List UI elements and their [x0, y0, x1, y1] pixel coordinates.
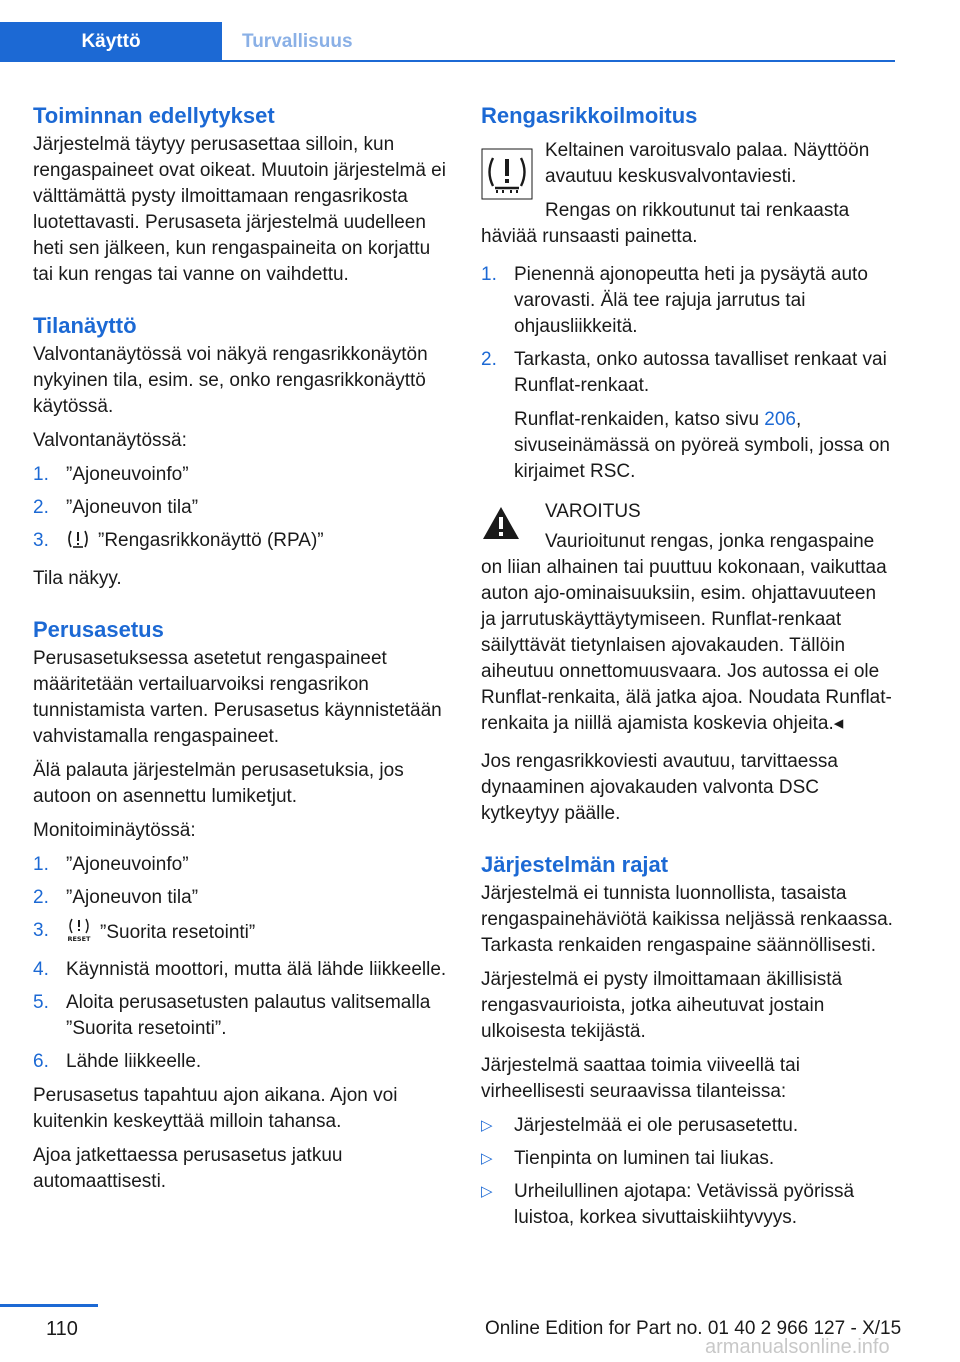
list-number: 5.: [33, 992, 49, 1013]
numbered-list: [481, 262, 895, 485]
paragraph: on liian alhainen tai puuttuu kokonaan, vaikuttaa auton ajo-ominaisuuksiin, esim. ohjattavuuteen ja jarrutuskäyttäytymiseen. Runflat-renkaat säilyttävät tietynlaisen ajovakauden. Tällöin aiheutuu onnettomuusvaara. Jos autossa ei ole Runflat-renkaita, älä jatka ajoa. Noudata Runflat-renkaita ja niillä ajamista koskevia ohjeita.◂: [481, 557, 892, 734]
list-item-text: Pienennä ajonopeutta heti ja pysäytä auto varovasti. Älä tee rajuja jarrutus tai ohjausliikkeitä.: [514, 264, 868, 337]
svg-text:RESET: RESET: [67, 935, 91, 942]
paragraph: Vaurioitunut rengas, jonka rengaspaine: [545, 531, 875, 552]
paragraph: Perusasetuksessa asetetut rengaspaineet määritetään vertailuarvoiksi rengasrikon tunnistamista varten. Perusasetus käynnistetään vahvistamalla rengaspaineet.: [33, 648, 442, 747]
list-item-note: [514, 407, 895, 485]
list-item-text: Lähde liikkeelle.: [66, 1051, 202, 1072]
footer-rule: [0, 1304, 98, 1307]
tire-reset-icon: [66, 918, 92, 950]
paragraph: Älä palauta järjestelmän perusasetuksia, jos autoon on asennettu lumiketjut.: [33, 760, 404, 807]
list-item: [481, 1179, 895, 1231]
bullet-triangle-icon: ▷: [481, 1117, 493, 1134]
paragraph: Järjestelmä ei tunnista luonnollista, tasaista rengaspainehäviötä kaikissa neljässä renkaassa. Tarkasta renkaiden rengaspaine säännöllisesti.: [481, 883, 893, 956]
warning-block: [481, 499, 895, 737]
list-item-text: ”Rengasrikkonäyttö (RPA)”: [98, 530, 324, 551]
edition-text: Online Edition for Part no. 01 40 2 966 127 - X/15: [485, 1318, 902, 1339]
list-item: [33, 885, 449, 911]
bullet-triangle-icon: ▷: [481, 1183, 493, 1200]
paragraph: häviää runsaasti painetta.: [481, 226, 698, 247]
list-item: [481, 262, 895, 340]
list-item: [33, 528, 449, 558]
header-rule: [222, 60, 895, 62]
numbered-list: [33, 462, 449, 558]
left-column: [33, 100, 449, 1203]
section-title-perusasetus: Perusasetus: [33, 617, 164, 642]
tab-kaytto[interactable]: Käyttö: [0, 22, 222, 62]
section-title-jarjestelman-rajat: Järjestelmän rajat: [481, 852, 669, 877]
warning-triangle-icon: [481, 505, 533, 557]
list-item: [33, 852, 449, 878]
list-number: 2.: [33, 887, 49, 908]
list-number: 1.: [33, 464, 49, 485]
paragraph: Ajoa jatkettaessa perusasetus jatkuu automaattisesti.: [33, 1145, 343, 1192]
list-item: [33, 495, 449, 521]
list-number: 6.: [33, 1051, 49, 1072]
paragraph: Valvontanäytössä voi näkyä rengasrikkonäytön nykyinen tila, esim. se, onko rengasrikkonäyttö käytössä.: [33, 344, 428, 417]
list-number: 3.: [33, 530, 49, 551]
note-text: , sivuseinämässä on pyöreä symboli, jossa on kirjaimet RSC.: [514, 409, 890, 482]
list-item-text: Järjestelmää ei ole perusasetettu.: [514, 1115, 799, 1136]
paragraph: Tila näkyy.: [33, 568, 122, 589]
right-column: [481, 100, 895, 1239]
paragraph: Keltainen varoitusvalo palaa. Näyttöön avautuu keskusvalvontaviesti.: [545, 140, 870, 187]
list-item: [33, 918, 449, 950]
list-number: 2.: [481, 349, 497, 370]
tire-pressure-icon: [66, 528, 90, 558]
bullet-list: [481, 1113, 895, 1231]
watermark: armanualsonline.info: [705, 1336, 890, 1358]
list-item-text: Tarkasta, onko autossa tavalliset renkaat vai Runflat-renkaat.: [514, 349, 887, 396]
list-item-text: ”Ajoneuvon tila”: [66, 497, 199, 518]
paragraph: Monitoiminäytössä:: [33, 820, 196, 841]
list-number: 1.: [33, 854, 49, 875]
list-item-text: ”Suorita resetointi”: [100, 922, 256, 943]
list-item: [481, 1113, 895, 1139]
paragraph: Valvontanäytössä:: [33, 430, 187, 451]
list-item: [481, 347, 895, 485]
tire-pressure-warning-icon: [481, 148, 533, 200]
note-text: Runflat-renkaiden, katso sivu: [514, 409, 765, 430]
indicator-block: [481, 138, 895, 250]
list-item-text: Aloita perusasetusten palautus valitsemalla ”Suorita resetointi”.: [66, 992, 431, 1039]
list-item-text: Käynnistä moottori, mutta älä lähde liikkeelle.: [66, 959, 447, 980]
warning-heading: VAROITUS: [545, 501, 641, 522]
paragraph: Järjestelmä ei pysty ilmoittamaan äkillisistä rengasvaurioista, jotka aiheutuvat jostain ulkoisesta tekijästä.: [481, 969, 843, 1042]
list-item: [33, 1049, 449, 1075]
list-item-text: Urheilullinen ajotapa: Vetävissä pyörissä luistoa, korkea sivuttaiskiihtyvyys.: [514, 1181, 855, 1228]
list-item-text: ”Ajoneuvoinfo”: [66, 464, 189, 485]
section-title-tilanaytto: Tilanäyttö: [33, 313, 137, 338]
section-title-toiminnan-edellytykset: Toiminnan edellytykset: [33, 103, 275, 128]
list-item: [33, 462, 449, 488]
paragraph: Perusasetus tapahtuu ajon aikana. Ajon voi kuitenkin keskeyttää milloin tahansa.: [33, 1085, 398, 1132]
bullet-triangle-icon: ▷: [481, 1150, 493, 1167]
list-number: 2.: [33, 497, 49, 518]
list-number: 1.: [481, 264, 497, 285]
list-number: 3.: [33, 920, 49, 941]
tab-turvallisuus[interactable]: Turvallisuus: [242, 31, 353, 52]
list-item: [33, 957, 449, 983]
numbered-list: [33, 852, 449, 1075]
list-item: [33, 990, 449, 1042]
paragraph: Järjestelmä saattaa toimia viiveellä tai virheellisesti seuraavissa tilanteissa:: [481, 1055, 800, 1102]
list-number: 4.: [33, 959, 49, 980]
list-item-text: ”Ajoneuvoinfo”: [66, 854, 189, 875]
list-item-text: ”Ajoneuvon tila”: [66, 887, 199, 908]
paragraph: Järjestelmä täytyy perusasettaa silloin, kun rengaspaineet ovat oikeat. Muutoin järjestelmä ei välttämättä pysty ilmoittamaan rengasrikosta luotettavasti. Perusaseta järjestelmä uudelleen heti sen jälkeen, kun rengaspaineita on korjattu tai kun rengas tai vanne on vaihdettu.: [33, 134, 446, 285]
list-item: [481, 1146, 895, 1172]
section-title-rengasrikkoilmoitus: Rengasrikkoilmoitus: [481, 103, 698, 128]
page-number: 110: [46, 1318, 78, 1340]
paragraph: Rengas on rikkoutunut tai renkaasta: [545, 200, 850, 221]
paragraph: Jos rengasrikkoviesti avautuu, tarvittaessa dynaaminen ajovakauden valvonta DSC kytkeytyy päälle.: [481, 751, 838, 824]
list-item-text: Tienpinta on luminen tai liukas.: [514, 1148, 775, 1169]
page-link-206[interactable]: 206: [764, 409, 796, 430]
